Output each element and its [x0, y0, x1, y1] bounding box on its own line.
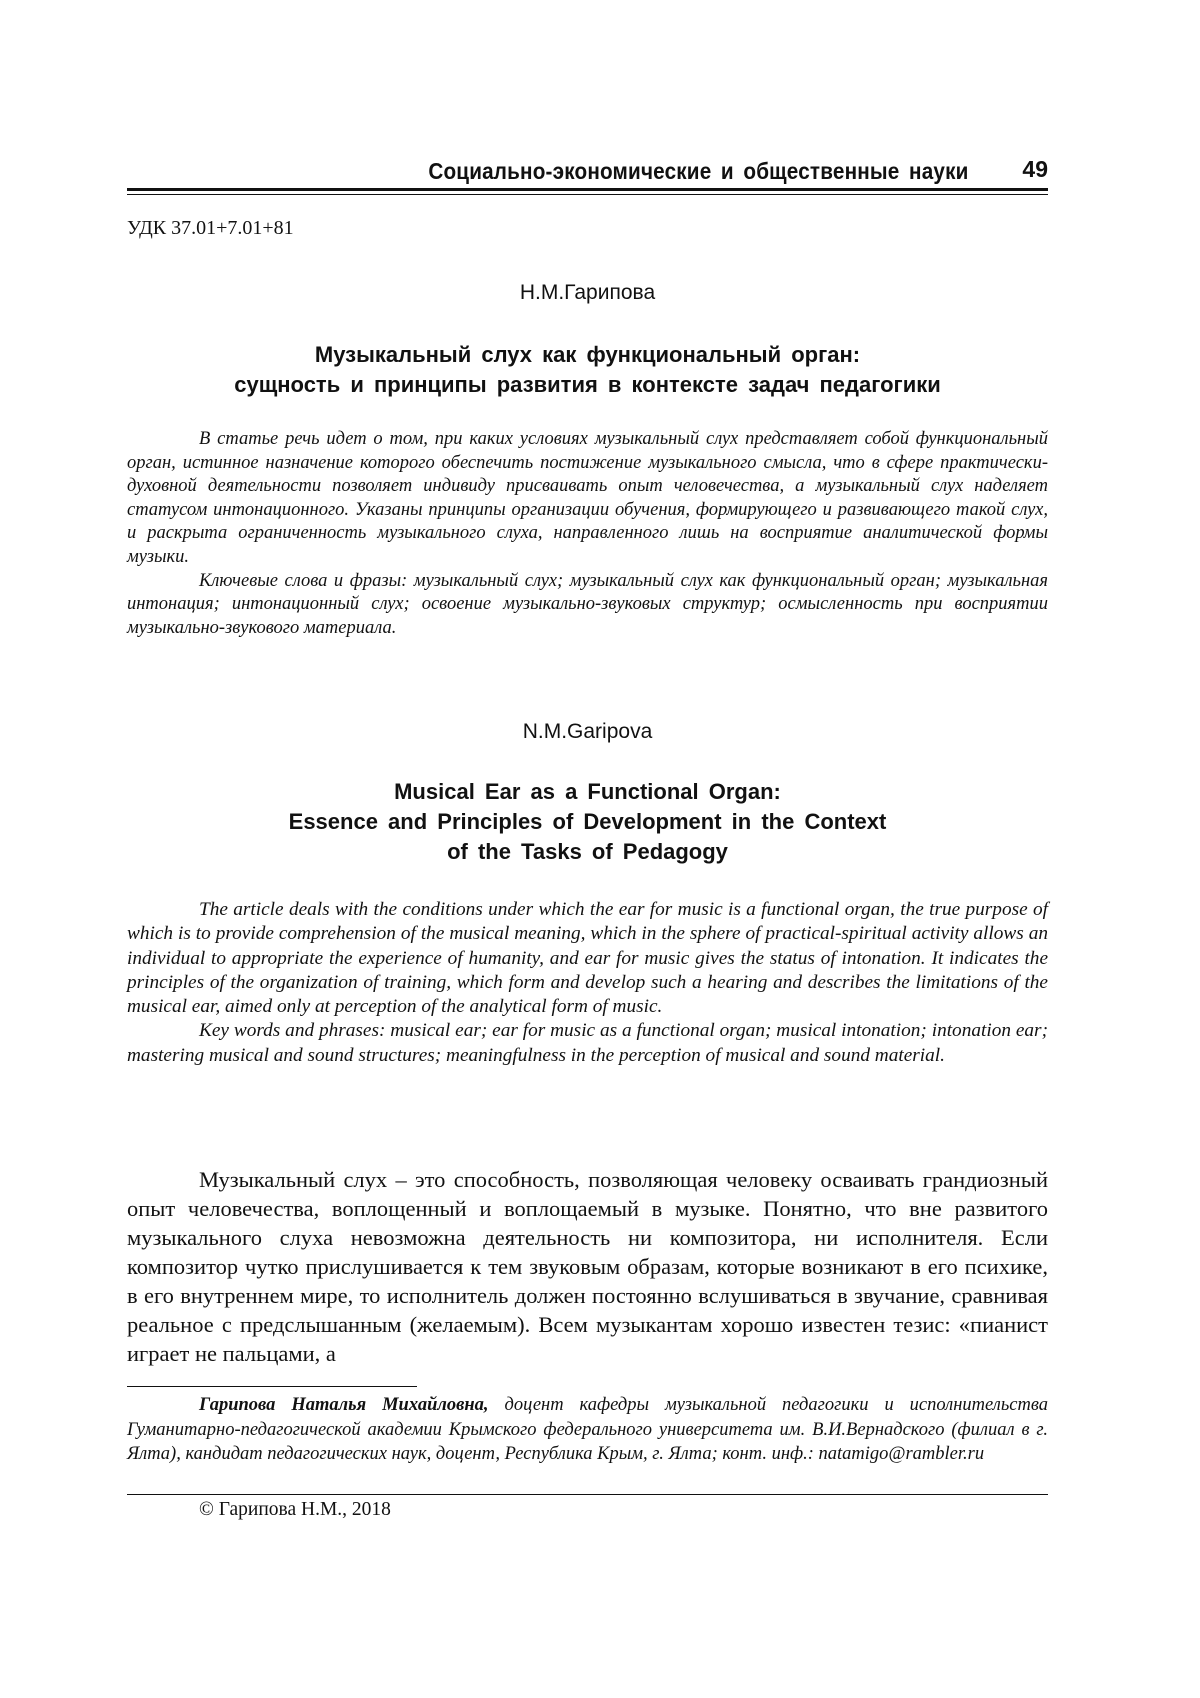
- article-title-ru: [127, 340, 1048, 400]
- running-header: [127, 156, 1048, 190]
- body-paragraph: Музыкальный слух – это способность, позволяющая человеку осваивать грандиозный опыт человечества, воплощенный и воплощаемый в музыке. Понятно, что вне развитого музыкального слуха невозможна деятельность ни композитора, ни исполнителя. Если композитор чутко прислушивается к тем звуковым образам, которые возникают в его психике, в его внутреннем мире, то исполнитель должен постоянно вслушиваться в звучание, сравнивая реальное с предслышанным (желаемым). Всем музыкантам хорошо известен тезис: «пианист играет не пальцами, а: [127, 1167, 1048, 1366]
- title-ru-line1: Музыкальный слух как функциональный орган:: [314, 342, 861, 367]
- title-en-line2: Essence and Principles of Development in the Context: [288, 809, 887, 834]
- header-rule-thick: [127, 188, 1048, 191]
- article-title-en: [127, 777, 1048, 867]
- title-en-line3: of the Tasks of Pedagogy: [447, 839, 728, 864]
- footnote-rule: [127, 1386, 417, 1387]
- copyright-rule: [127, 1494, 1048, 1495]
- author-ru: Н.М.Гарипова: [519, 281, 656, 304]
- abstract-en-text: The article deals with the conditions under which the ear for music is a functional organ, the true purpose of which is to provide comprehension of the musical meaning, which in the sphere of practical-spiritual activity allows an individual to appropriate the experience of humanity, and ear for music gives the status of intonation. It indicates the principles of the organization of training, which form and develop such a hearing and describes the limitations of the musical ear, aimed only at perception of the analytical form of music.: [127, 899, 1048, 1018]
- author-en: N.M.Garipova: [522, 720, 653, 743]
- footnote-text: [127, 1393, 1048, 1467]
- article-body: [127, 1165, 1048, 1368]
- keywords-ru: Ключевые слова и фразы: музыкальный слух; музыкальный слух как функциональный орган; музыкальная интонация; интонационный слух; освоение музыкально-звуковых структур; осмысленность при восприятии музыкально-звукового материала.: [127, 570, 1048, 638]
- title-ru-line2: сущность и принципы развития в контексте задач педагогики: [234, 372, 941, 397]
- author-footnote: [127, 1393, 1048, 1467]
- footnote-affiliation: доцент кафедры музыкальной педагогики и исполнительства Гуманитарно-педагогической академии Крымского федерального университета им. В.И.Вернадского (филиал в г. Ялта), кандидат педагогических наук, доцент, Республика Крым, г. Ялта; конт. инф.: natamigo@rambler.ru: [127, 1395, 1048, 1464]
- abstract-ru-text: В статье речь идет о том, при каких условиях музыкальный слух представляет собой функциональный орган, истинное назначение которого обеспечить постижение музыкального смысла, что в сфере практически-духовной деятельности позволяет индивиду присваивать опыт человечества, а музыкальный слух наделяет статусом интонационного. Указаны принципы организации обучения, формирующего и развивающего такой слух, и раскрыта ограниченность музыкального слуха, направленного лишь на восприятие аналитической формы музыки.: [127, 429, 1048, 567]
- title-en-line1: Musical Ear as a Functional Organ:: [394, 779, 781, 804]
- keywords-en: Key words and phrases: musical ear; ear for music as a functional organ; musical intonation; intonation ear; mastering musical and sound structures; meaningfulness in the perception of musical and sound material.: [127, 1020, 1048, 1066]
- copyright: © Гарипова Н.М., 2018: [199, 1499, 391, 1520]
- udc-code: УДК 37.01+7.01+81: [127, 217, 294, 239]
- footnote-author-name: Гарипова Наталья Михайловна,: [199, 1395, 489, 1415]
- page-number: 49: [1022, 156, 1048, 182]
- abstract-en: [127, 898, 1048, 1068]
- abstract-ru: [127, 428, 1048, 640]
- header-rule-thin: [127, 194, 1048, 195]
- journal-section-title: Социально-экономические и общественные науки: [428, 158, 969, 184]
